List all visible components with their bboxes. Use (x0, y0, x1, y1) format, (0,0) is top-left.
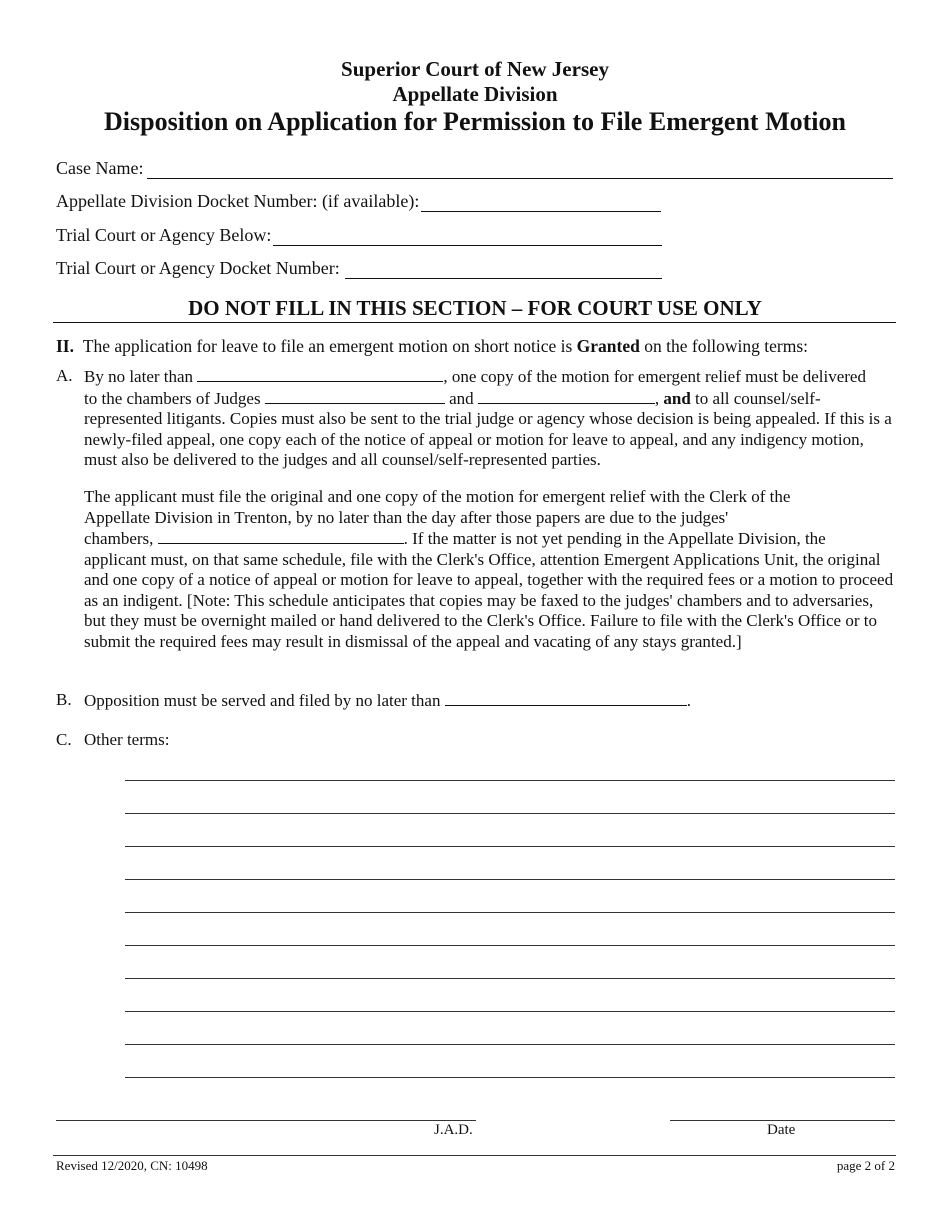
deadline-date-field[interactable] (197, 366, 443, 382)
judge-1-field[interactable] (265, 388, 445, 404)
item-a-letter: A. (56, 366, 73, 385)
footer-divider (53, 1155, 896, 1156)
trial-court-field[interactable] (273, 227, 662, 246)
docket-number-row (56, 191, 661, 212)
trial-court-label: Trial Court or Agency Below: (56, 225, 272, 245)
opposition-date-field[interactable] (445, 690, 687, 706)
trial-docket-label: Trial Court or Agency Docket Number: (56, 258, 340, 278)
other-terms-line[interactable] (125, 1011, 895, 1012)
date-label: Date (767, 1122, 796, 1138)
item-b-letter: B. (56, 690, 72, 709)
other-terms-line[interactable] (125, 879, 895, 880)
date-signature-line[interactable] (670, 1120, 895, 1121)
other-terms-line[interactable] (125, 813, 895, 814)
jad-label: J.A.D. (434, 1122, 473, 1138)
other-terms-line[interactable] (125, 846, 895, 847)
case-name-row (56, 158, 893, 179)
docket-number-label: Appellate Division Docket Number: (if available): (56, 191, 420, 211)
docket-number-field[interactable] (421, 193, 661, 212)
section-intro: II. The application for leave to file an emergent motion on short notice is Granted on the following terms: (56, 336, 809, 356)
page-number: page 2 of 2 (836, 1158, 895, 1173)
item-c-letter: C. (56, 730, 72, 749)
trial-docket-row (56, 258, 662, 279)
item-b-text: Opposition must be served and filed by no later than . (84, 691, 691, 710)
other-terms-line[interactable] (125, 780, 895, 781)
other-terms-line[interactable] (125, 1077, 895, 1078)
section-number: II. (56, 336, 74, 356)
other-terms-line[interactable] (125, 978, 895, 979)
division-name: Appellate Division (392, 82, 558, 106)
item-a-paragraph-2: The applicant must file the original and one copy of the motion for emergent relief with the Clerk of the Appellate Division in Trenton, by no later than the day after those papers are due to the judges' chambers, . If the matter is not yet pending in the Appellate Division, the applicant must, on that same schedule, file with the Clerk's Office, attention Emergent Applications Unit, the original and one copy of a notice of appeal or motion for leave to appeal, together with the required fees or a motion to proceed as an indigent. [Note: This schedule anticipates that copies may be faxed to the judges' chambers and to adversaries, but they must be overnight mailed or hand delivered to the Clerk's Office. Failure to file with the Clerk's Office or to submit the required fees may result in dismissal of the appeal and vacating of any stays granted.] (84, 487, 894, 651)
other-terms-line[interactable] (125, 912, 895, 913)
case-name-field[interactable] (147, 160, 893, 179)
item-c-label: Other terms: (84, 730, 170, 749)
judge-2-field[interactable] (478, 388, 655, 404)
court-use-banner: DO NOT FILL IN THIS SECTION – FOR COURT USE ONLY (188, 296, 762, 320)
item-a-text: By no later than , one copy of the motion for emergent relief must be delivered to the chambers of Judges and , and to all counsel/self- represented litigants. Copies must also be sent to the trial judge or agency whose decision is being appealed. If this is a newly-filed appeal, one copy each of the notice of appeal or motion for leave to appeal, and any indigency motion, must also be delivered to the judges and all counsel/self-represented parties. (84, 366, 896, 471)
page-title: Disposition on Application for Permission to File Emergent Motion (104, 107, 846, 136)
judge-signature-line[interactable] (56, 1120, 476, 1121)
revision-note: Revised 12/2020, CN: 10498 (56, 1158, 208, 1173)
other-terms-line[interactable] (125, 945, 895, 946)
trial-court-row (56, 225, 662, 246)
court-name: Superior Court of New Jersey (341, 57, 609, 81)
trial-docket-field[interactable] (345, 260, 662, 279)
item-a-rest: represented litigants. Copies must also be sent to the trial judge or agency whose decision is being appealed. If this is a newly-filed appeal, one copy each of the notice of appeal or motion for leave to appeal, and any indigency motion, must also be delivered to the judges and all counsel/self-represented parties. (84, 409, 892, 469)
case-name-label: Case Name: (56, 158, 144, 178)
section-divider (53, 322, 896, 323)
other-terms-line[interactable] (125, 1044, 895, 1045)
chambers-date-field[interactable] (158, 528, 404, 544)
